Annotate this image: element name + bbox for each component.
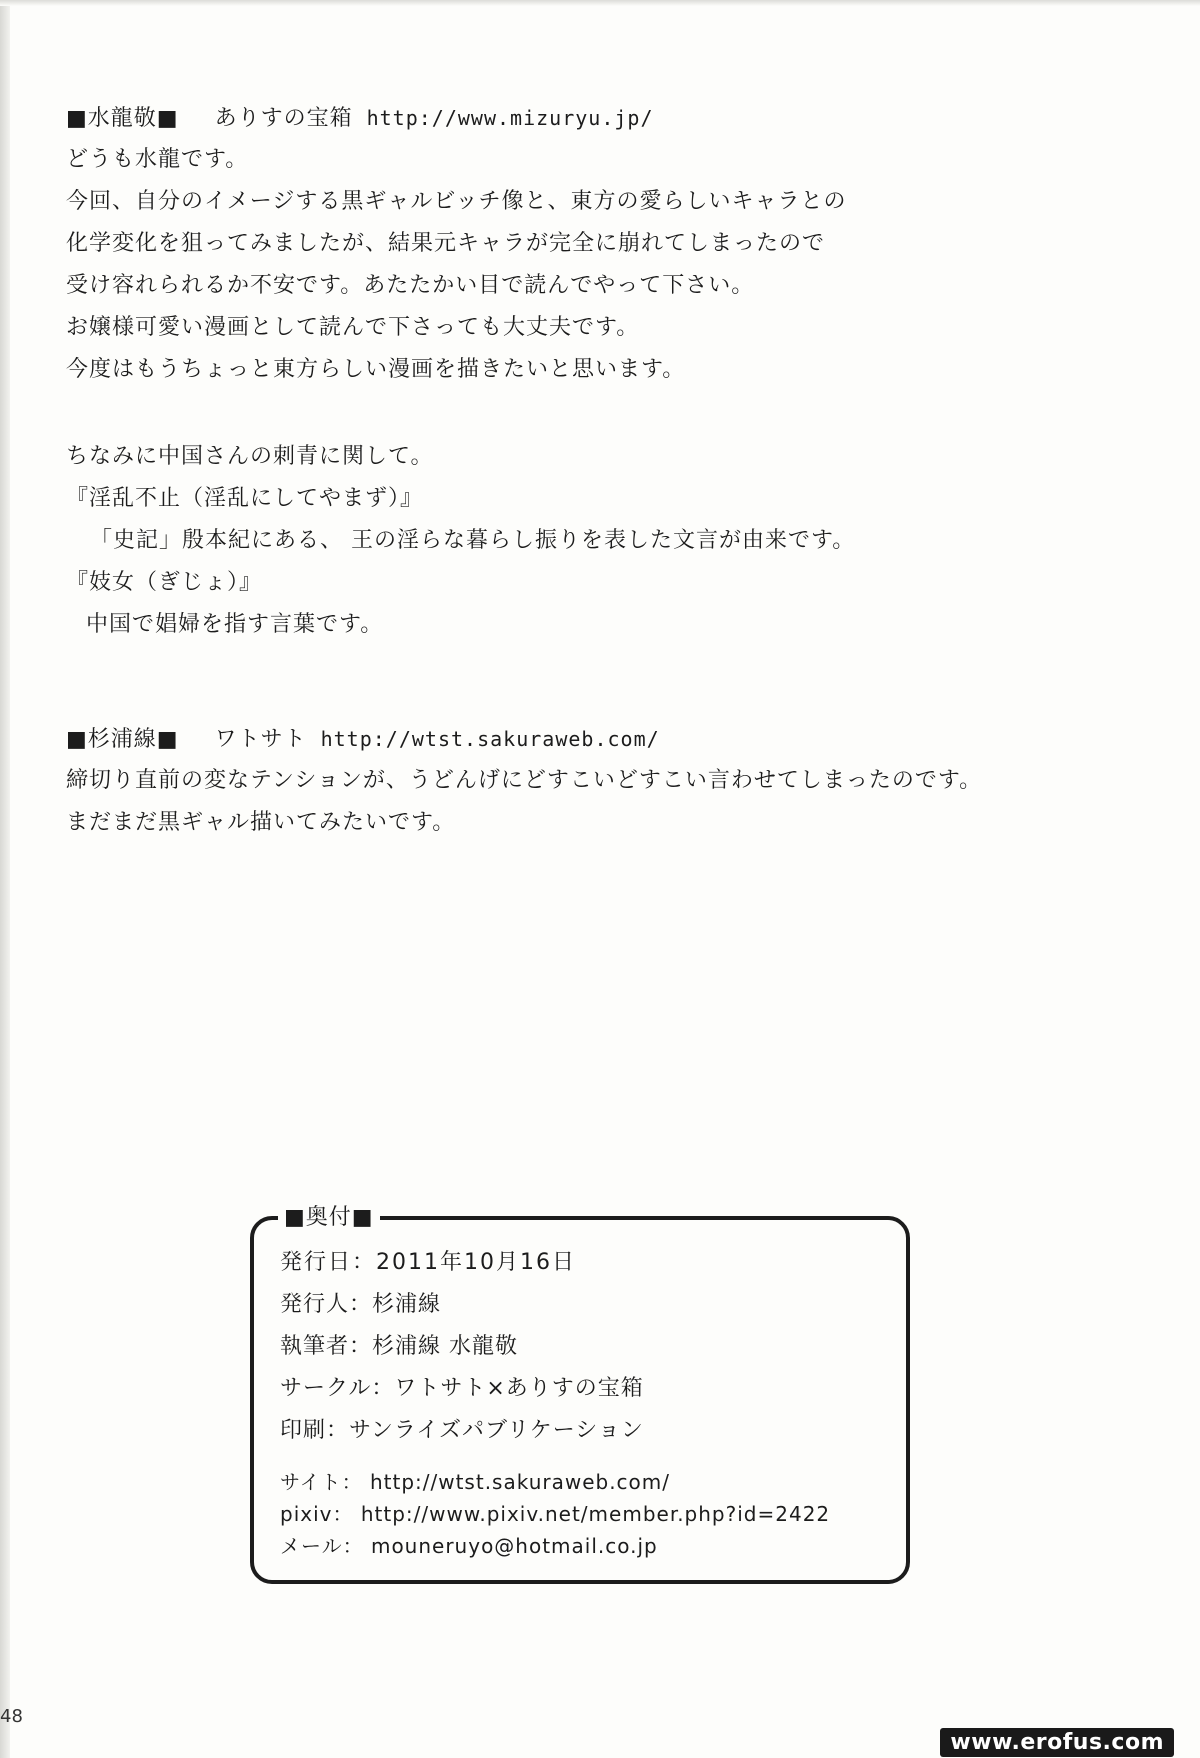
page-edge-shadow <box>0 0 10 1758</box>
colophon-box <box>250 1205 910 1584</box>
afterword-line: 化学変化を狙ってみましたが、結果元キャラが完全に崩れてしまったので <box>66 231 826 256</box>
afterword-line: 今回、自分のイメージする黒ギャルビッチ像と、東方の愛らしいキャラとの <box>66 189 847 214</box>
afterword-line: まだまだ黒ギャル描いてみたいです。 <box>66 810 456 835</box>
mizuryu-section <box>66 97 846 391</box>
colophon-rows <box>280 1242 830 1562</box>
page-top-shadow <box>0 0 1200 6</box>
sugiura-section <box>66 718 982 844</box>
note-description: 「史記」殷本紀にある、 王の淫らな暮らし振りを表した文言が由来です。 <box>90 528 856 553</box>
colophon-row-printer: 印刷：サンライズパブリケーション <box>280 1418 644 1443</box>
afterword-line: 締切り直前の変なテンションが、うどんげにどすこいどすこい言わせてしまったのです。 <box>66 768 983 793</box>
tattoo-note-section <box>66 436 855 646</box>
afterword-line: お嬢様可愛い漫画として読んで下さっても大丈夫です。 <box>66 315 640 340</box>
afterword-line: どうも水龍です。 <box>66 147 249 172</box>
colophon-row-pixiv: pixiv： http://www.pixiv.net/member.php?id=2422 <box>280 1502 831 1526</box>
afterword-line: 受け容れられるか不安です。あたたかい目で読んでやって下さい。 <box>66 273 755 298</box>
page-number: 48 <box>0 1706 23 1727</box>
note-intro: ちなみに中国さんの刺青に関して。 <box>66 444 434 469</box>
colophon-row-authors: 執筆者：杉浦線 水龍敬 <box>280 1334 518 1359</box>
author-name: ■杉浦線■ <box>66 727 179 752</box>
colophon-row-mail: メール： mouneruyo@hotmail.co.jp <box>280 1534 658 1558</box>
author-name: ■水龍敬■ <box>66 106 179 131</box>
site-watermark: www.erofus.com <box>940 1728 1174 1757</box>
note-term: 『淫乱不止（淫乱にしてやまず）』 <box>66 486 424 511</box>
note-term: 『妓女（ぎじょ）』 <box>66 570 263 595</box>
colophon-row-site: サイト： http://wtst.sakuraweb.com/ <box>280 1470 671 1494</box>
note-description: 中国で娼婦を指す言葉です。 <box>86 612 384 637</box>
colophon-row-publish-date: 発行日：2011年10月16日 <box>280 1250 576 1275</box>
mizuryu-heading <box>66 97 846 139</box>
author-url: http://wtst.sakuraweb.com/ <box>320 727 660 751</box>
colophon-row-circle: サークル：ワトサト×ありすの宝箱 <box>280 1376 644 1401</box>
colophon-row-publisher: 発行人：杉浦線 <box>280 1292 442 1317</box>
colophon-title: ■奥付■ <box>278 1200 380 1236</box>
sugiura-heading <box>66 718 982 760</box>
circle-name: ワトサト <box>214 727 307 752</box>
circle-name: ありすの宝箱 <box>214 106 353 131</box>
afterword-line: 今度はもうちょっと東方らしい漫画を描きたいと思います。 <box>66 357 686 382</box>
author-url: http://www.mizuryu.jp/ <box>366 106 654 130</box>
